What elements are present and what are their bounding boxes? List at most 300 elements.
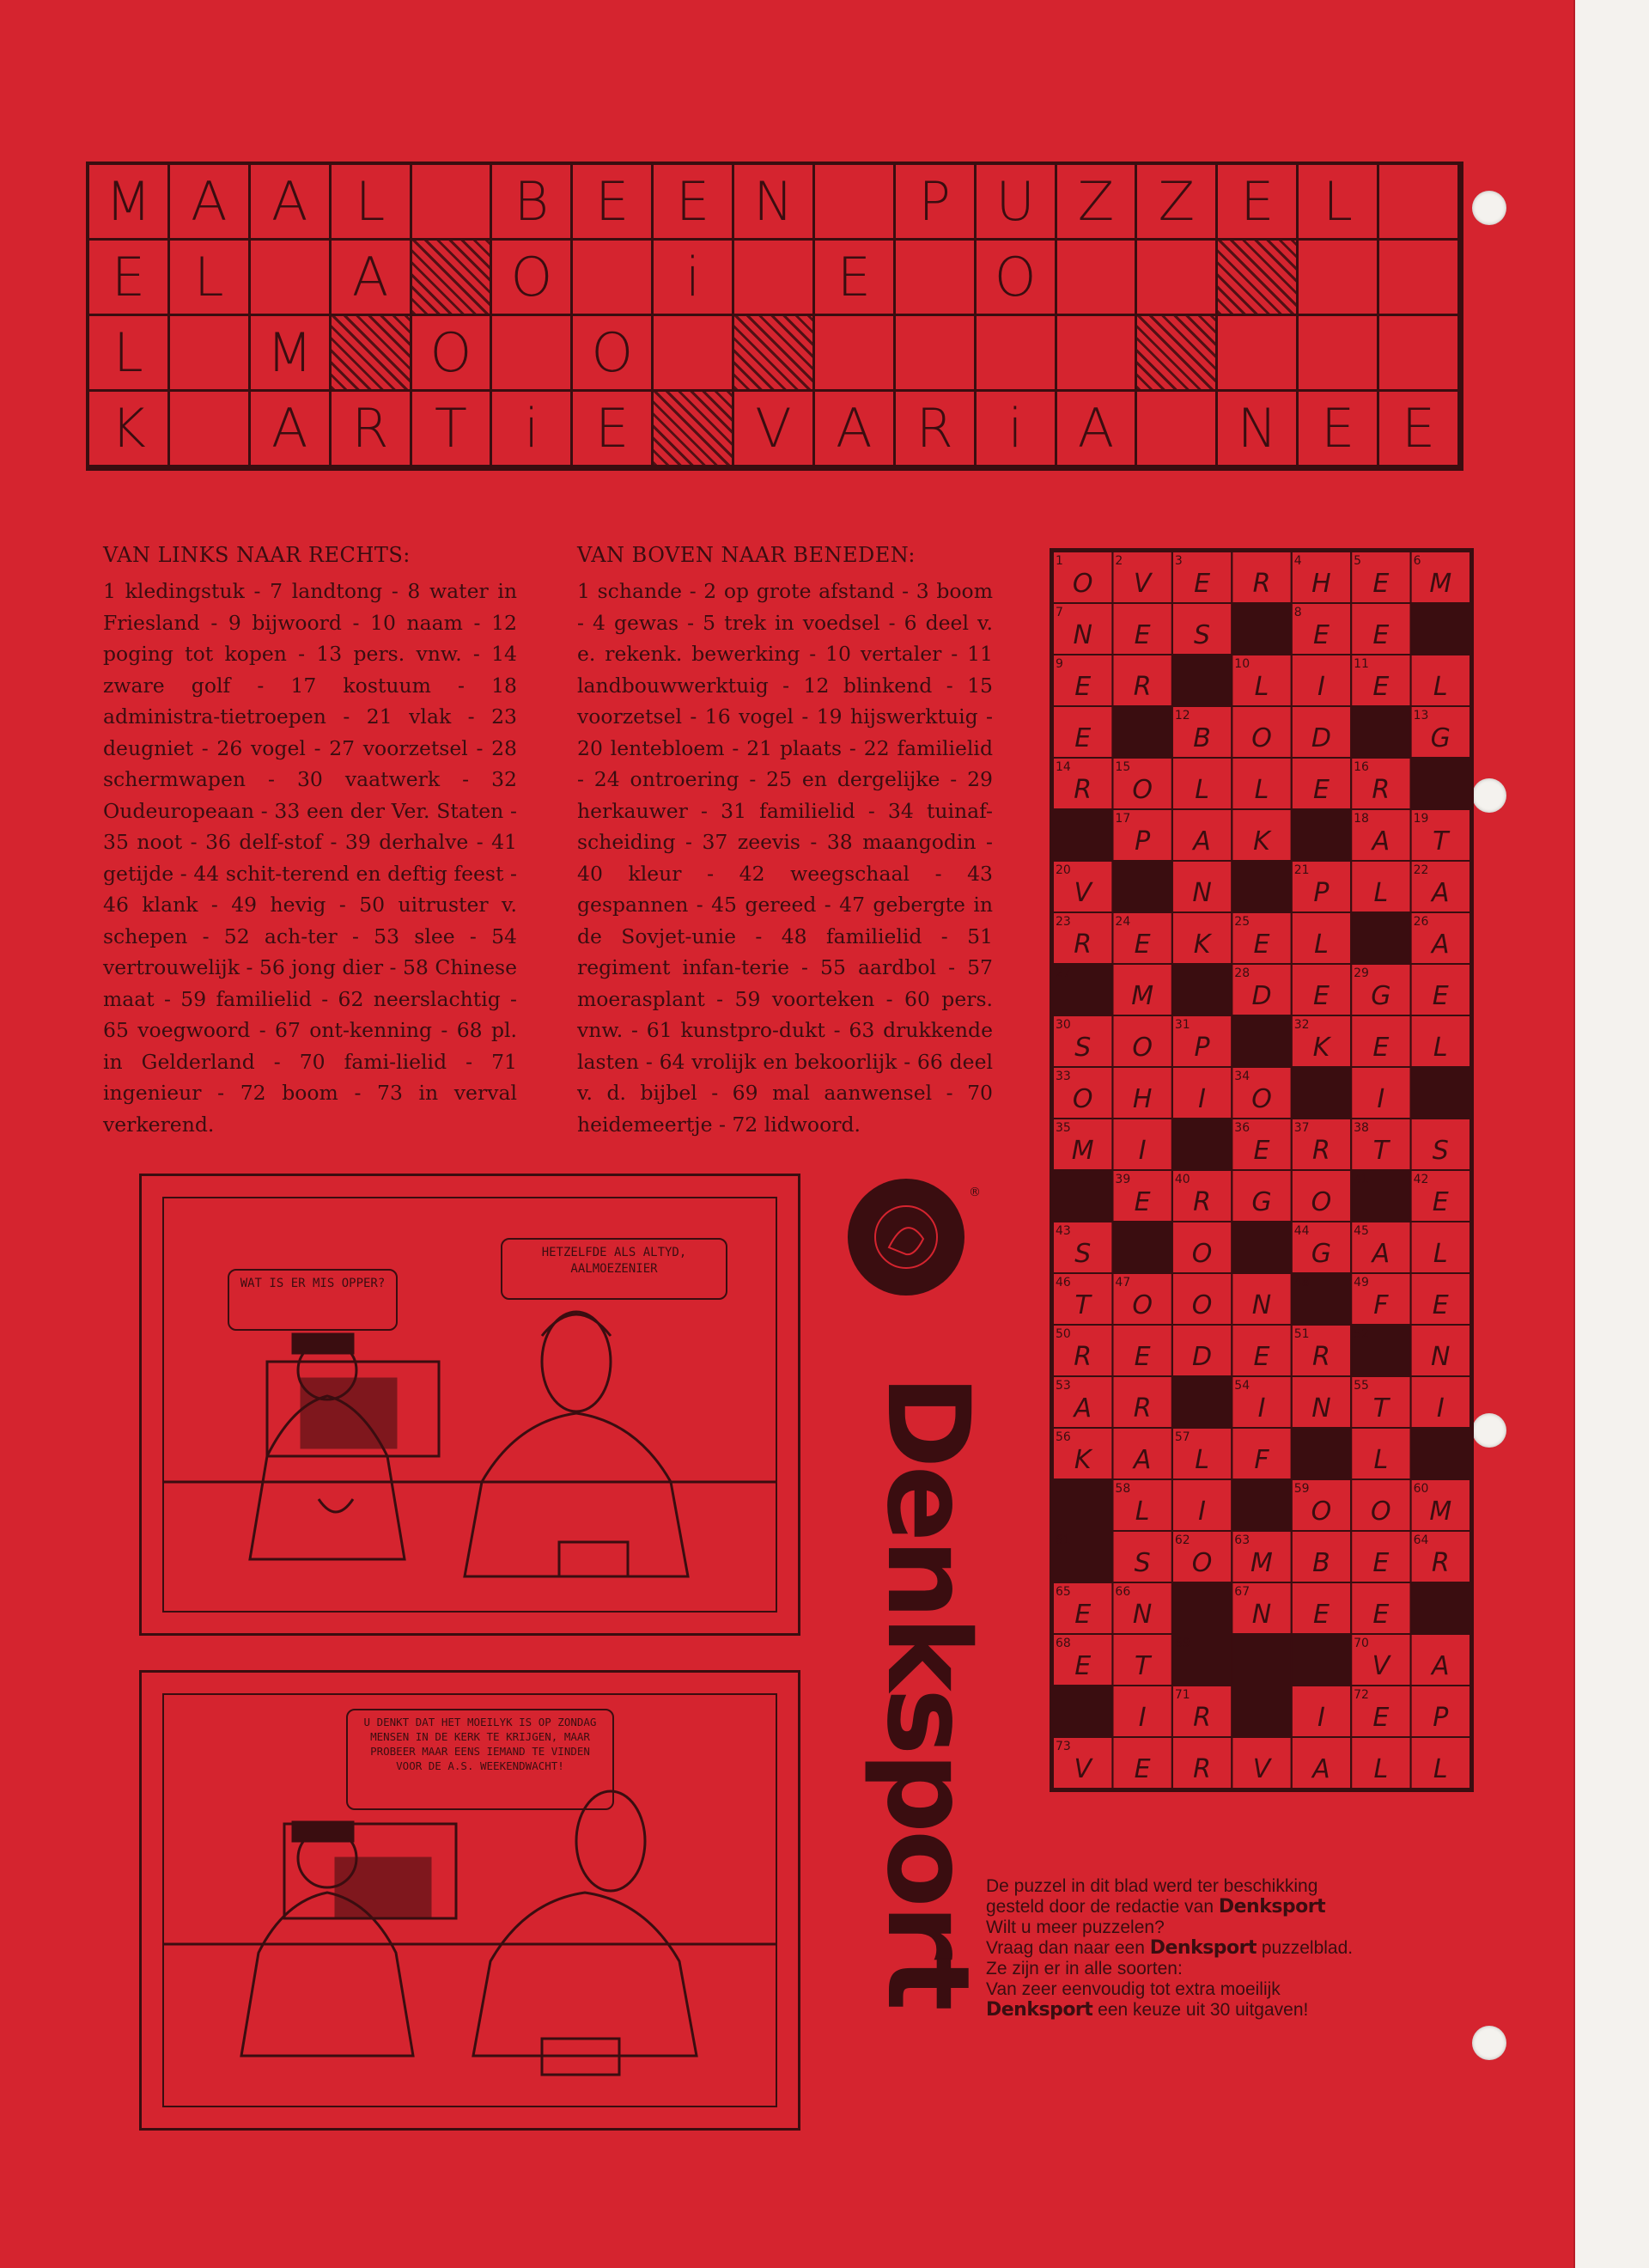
crossword-black-cell [1053, 809, 1112, 861]
banner-cell [896, 316, 977, 392]
crossword-black-cell [1112, 861, 1171, 912]
crossword-black-cell [1053, 1686, 1112, 1737]
banner-cell: A [251, 165, 332, 241]
crossword-svg [1053, 552, 1470, 1789]
crossword-black-cell [1232, 603, 1291, 655]
cartoon-frame [162, 1197, 777, 1613]
crossword-letter: E [1134, 1341, 1151, 1372]
crossword-letter: R [1133, 1393, 1152, 1424]
banner-cell [1299, 316, 1379, 392]
crossword-letter: G [1430, 722, 1451, 753]
crossword-clue-number: 40 [1174, 1173, 1190, 1186]
crossword-clue-number: 53 [1056, 1379, 1071, 1393]
crossword-letter: A [1432, 877, 1450, 908]
banner-cell [1379, 165, 1460, 241]
crossword-black-cell [1232, 1686, 1291, 1737]
crossword-letter: S [1134, 1547, 1151, 1578]
crossword-clue-number: 68 [1056, 1637, 1071, 1650]
crossword-clue-number: 28 [1234, 966, 1250, 980]
banner-cell: O [977, 241, 1057, 316]
banner-cell: O [412, 316, 493, 392]
crossword-black-cell [1172, 1582, 1232, 1634]
promo-text-part: gesteld door de redactie van [986, 1897, 1214, 1917]
crossword-letter: O [1072, 1083, 1093, 1114]
crossword-letter: R [1074, 1341, 1092, 1372]
crossword-letter: E [1312, 980, 1330, 1011]
crossword-clue-number: 62 [1174, 1533, 1190, 1547]
crossword-letter: O [1311, 1186, 1332, 1217]
banner-cell: E [654, 165, 734, 241]
banner-cell [1057, 316, 1138, 392]
crossword-clue-number: 52 [1354, 1327, 1369, 1341]
banner-cell: E [1379, 392, 1460, 467]
cartoon-frame [162, 1693, 777, 2107]
crossword-letter: E [1312, 1599, 1330, 1630]
crossword-clue-number: 64 [1413, 1533, 1429, 1547]
crossword-letter: I [1138, 1702, 1147, 1733]
crossword-clue-number: 23 [1056, 915, 1071, 929]
crossword-clue-number: 34 [1234, 1070, 1250, 1083]
crossword-clue-number: 51 [1293, 1327, 1310, 1341]
banner-cell: B [492, 165, 573, 241]
crossword-black-cell [1112, 706, 1171, 758]
crossword-letter: L [1433, 1753, 1448, 1784]
crossword-black-cell [1232, 1634, 1291, 1686]
crossword-letter: E [1432, 1289, 1449, 1320]
banner-cell: E [815, 241, 896, 316]
crossword-clue-number: 25 [1234, 915, 1250, 929]
crossword-letter: V [1372, 1650, 1390, 1681]
crossword-clue-number: 7 [1056, 606, 1063, 619]
crossword-clue-number: 2 [1115, 554, 1123, 568]
crossword-clue-number: 33 [1056, 1070, 1071, 1083]
crossword-clue-number: 8 [1293, 606, 1302, 619]
crossword-black-cell [1053, 1479, 1112, 1531]
crossword-clue-number: 18 [1354, 812, 1369, 826]
crossword-letter: E [1372, 1032, 1390, 1063]
crossword-black-cell [1172, 964, 1232, 1015]
crossword-letter: R [1193, 1702, 1212, 1733]
crossword-letter: E [1372, 671, 1390, 702]
crossword-letter: I [1436, 1393, 1445, 1424]
crossword-clue-number: 50 [1056, 1327, 1071, 1341]
banner-cell [654, 392, 734, 467]
promo-text [986, 1876, 1501, 2021]
crossword-black-cell [1172, 1376, 1232, 1428]
banner-cell: K [89, 392, 170, 467]
banner-cell: A [815, 392, 896, 467]
banner-cell: M [89, 165, 170, 241]
promo-text-part: puzzelblad. [1261, 1938, 1354, 1958]
crossword-clue-number: 70 [1354, 1637, 1369, 1650]
crossword-black-cell [1232, 861, 1291, 912]
crossword-letter: D [1192, 1341, 1213, 1372]
crossword-clue-number: 38 [1354, 1121, 1369, 1135]
crossword-letter: O [1132, 1289, 1153, 1320]
crossword-black-cell [1232, 1479, 1291, 1531]
crossword-clue-number: 37 [1293, 1121, 1310, 1135]
promo-line: Van zeer eenvoudig tot extra moeilijk [986, 1979, 1281, 1999]
crossword-clue-number: 42 [1413, 1173, 1429, 1186]
crossword-letter: R [1431, 1547, 1450, 1578]
promo-line: Ze zijn er in alle soorten: [986, 1959, 1183, 1978]
banner-cell [1137, 316, 1218, 392]
crossword-black-cell [1411, 1428, 1470, 1479]
crossword-black-cell [1411, 1067, 1470, 1119]
crossword-letter: E [1312, 619, 1330, 650]
crossword-clue-number: 35 [1056, 1121, 1071, 1135]
crossword-clue-number: 22 [1413, 863, 1429, 877]
crossword-clue-number: 16 [1354, 760, 1369, 774]
crossword-letter: E [1074, 1599, 1092, 1630]
crossword-black-cell [1351, 706, 1410, 758]
crossword-letter: B [1312, 1547, 1330, 1578]
crossword-clue-number: 65 [1056, 1585, 1071, 1599]
crossword-letter: F [1254, 1444, 1269, 1475]
registered-mark: ® [969, 1186, 981, 1199]
promo-brand: Denksport [1218, 1896, 1326, 1917]
promo-text-part: Vraag dan naar een [986, 1938, 1145, 1958]
banner-cell: O [492, 241, 573, 316]
banner-cell: R [332, 392, 412, 467]
crossword-letter: O [1191, 1547, 1213, 1578]
crossword-letter: N [1251, 1289, 1272, 1320]
crossword-black-cell [1292, 1634, 1351, 1686]
crossword-letter: N [1192, 877, 1212, 908]
crossword-black-cell [1411, 603, 1470, 655]
crossword-clue-number: 11 [1354, 657, 1369, 671]
crossword-letter: E [1253, 1341, 1270, 1372]
banner-cell: A [1057, 392, 1138, 467]
crossword-letter: P [1313, 877, 1330, 908]
crossword-letter: R [1311, 1341, 1330, 1372]
crossword-letter: O [1132, 1032, 1153, 1063]
crossword-grid [1050, 548, 1474, 1792]
crossword-clue-number: 60 [1413, 1482, 1429, 1496]
banner-cell: A [251, 392, 332, 467]
crossword-letter: E [1253, 1135, 1270, 1166]
crossword-letter: L [1195, 1444, 1209, 1475]
banner-cell: U [977, 165, 1057, 241]
crossword-letter: T [1372, 1393, 1390, 1424]
crossword-clue-number: 48 [1293, 1276, 1310, 1289]
crossword-clue-number: 20 [1056, 863, 1071, 877]
crossword-letter: M [1071, 1135, 1094, 1166]
banner-cell [1137, 241, 1218, 316]
crossword-clue-number: 13 [1413, 709, 1429, 722]
crossword-clue-number: 24 [1115, 915, 1131, 929]
banner-cell [573, 241, 654, 316]
promo-text-part: een keuze uit 30 uitgaven! [1098, 2000, 1309, 2020]
promo-line [986, 1938, 1501, 1959]
crossword-letter: L [1433, 1032, 1448, 1063]
promo-brand: Denksport [1149, 1937, 1257, 1959]
crossword-letter: E [1312, 774, 1330, 805]
banner-cell [412, 165, 493, 241]
crossword-letter: I [1317, 1702, 1325, 1733]
crossword-letter: L [1254, 774, 1269, 805]
crossword-clue-number: 21 [1293, 863, 1310, 877]
crossword-clue-number: 58 [1115, 1482, 1131, 1496]
crossword-letter: O [1251, 1083, 1272, 1114]
banner-cell [1137, 392, 1218, 467]
crossword-letter: R [1074, 774, 1092, 805]
seal-icon [848, 1179, 964, 1296]
banner-cell: T [412, 392, 493, 467]
crossword-letter: D [1311, 722, 1331, 753]
crossword-letter: R [1252, 568, 1271, 599]
crossword-letter: S [1074, 1032, 1092, 1063]
crossword-letter: P [1135, 826, 1151, 857]
crossword-clue-number: 14 [1056, 760, 1071, 774]
crossword-letter: L [1373, 1444, 1389, 1475]
crossword-clue-number: 59 [1293, 1482, 1310, 1496]
crossword-letter: E [1372, 619, 1390, 650]
denksport-seal-logo [848, 1179, 964, 1296]
banner-cell [1379, 316, 1460, 392]
banner-cell: O [573, 316, 654, 392]
crossword-clue-number: 6 [1413, 554, 1421, 568]
crossword-clue-number: 32 [1293, 1018, 1310, 1032]
banner-cell [815, 316, 896, 392]
crossword-clue-number: 30 [1056, 1018, 1071, 1032]
crossword-clue-number: 27 [1056, 966, 1071, 980]
banner-cell [1057, 241, 1138, 316]
crossword-clue-number: 17 [1115, 812, 1131, 826]
crossword-letter: A [1074, 1393, 1092, 1424]
crossword-letter: R [1133, 671, 1152, 702]
crossword-letter: R [1193, 1753, 1212, 1784]
binder-hole [1472, 1413, 1506, 1448]
banner-cell: L [1299, 165, 1379, 241]
crossword-letter: O [1132, 774, 1153, 805]
crossword-clue-number: 4 [1293, 554, 1302, 568]
title-banner-grid [86, 162, 1463, 471]
crossword-black-cell [1292, 1067, 1351, 1119]
banner-cell: E [573, 165, 654, 241]
crossword-clue-number: 5 [1354, 554, 1362, 568]
crossword-letter: F [1373, 1289, 1389, 1320]
banner-cell [1379, 241, 1460, 316]
crossword-letter: D [1251, 980, 1272, 1011]
crossword-letter: I [1257, 1393, 1266, 1424]
crossword-letter: H [1311, 568, 1331, 599]
crossword-letter: R [1311, 1135, 1330, 1166]
crossword-clue-number: 66 [1115, 1585, 1131, 1599]
crossword-black-cell [1292, 809, 1351, 861]
crossword-letter: E [1372, 1599, 1390, 1630]
cartoon-panel-1 [139, 1174, 800, 1636]
crossword-letter: L [1373, 877, 1389, 908]
crossword-letter: E [1074, 671, 1092, 702]
crossword-letter: A [1193, 826, 1211, 857]
banner-cell: i [977, 392, 1057, 467]
crossword-clue-number: 31 [1174, 1018, 1190, 1032]
crossword-clue-number: 43 [1056, 1224, 1071, 1238]
crossword-letter: N [1132, 1599, 1153, 1630]
crossword-clue-number: 1 [1056, 554, 1063, 568]
crossword-letter: A [1432, 929, 1450, 960]
banner-cell [170, 316, 251, 392]
crossword-letter: O [1191, 1289, 1213, 1320]
crossword-clue-number: 69 [1174, 1637, 1190, 1650]
crossword-letter: I [1317, 671, 1325, 702]
crossword-letter: P [1433, 1702, 1449, 1733]
banner-cell [734, 316, 815, 392]
promo-line [986, 2000, 1501, 2021]
crossword-letter: H [1132, 1083, 1153, 1114]
crossword-black-cell [1411, 1582, 1470, 1634]
crossword-letter: V [1133, 568, 1152, 599]
crossword-letter: L [1314, 929, 1329, 960]
crossword-letter: L [1433, 671, 1448, 702]
crossword-letter: E [1432, 980, 1449, 1011]
crossword-letter: A [1312, 1753, 1330, 1784]
denksport-vertical-brand: Denksport [861, 1375, 994, 2008]
crossword-letter: T [1074, 1289, 1091, 1320]
crossword-black-cell [1292, 1428, 1351, 1479]
cartoon-panel-2 [139, 1670, 800, 2131]
crossword-black-cell [1232, 1015, 1291, 1067]
crossword-letter: N [1251, 1599, 1272, 1630]
crossword-letter: S [1194, 619, 1211, 650]
banner-cell: M [251, 316, 332, 392]
crossword-letter: E [1074, 722, 1092, 753]
crossword-clue-number: 26 [1413, 915, 1429, 929]
banner-cell [1218, 241, 1299, 316]
crossword-letter: L [1135, 1496, 1150, 1527]
banner-cell: N [1218, 392, 1299, 467]
speech-bubble: U DENKT DAT HET MOEILYK IS OP ZONDAG MENSEN IN DE KERK TE KRIJGEN, MAAR PROBEER MAAR EENS IEMAND TE VINDEN VOOR DE A.S. WEEKENDWACHT! [346, 1709, 614, 1810]
crossword-letter: L [1254, 671, 1269, 702]
crossword-letter: R [1372, 774, 1390, 805]
crossword-letter: M [1429, 1496, 1452, 1527]
crossword-clue-number: 45 [1354, 1224, 1369, 1238]
crossword-clue-number: 67 [1234, 1585, 1250, 1599]
banner-cell [412, 241, 493, 316]
banner-cell: L [170, 241, 251, 316]
banner-cell [977, 316, 1057, 392]
crossword-clue-number: 71 [1174, 1688, 1190, 1702]
crossword-clue-number: 3 [1174, 554, 1183, 568]
crossword-letter: G [1311, 1238, 1332, 1269]
crossword-clue-number: 44 [1293, 1224, 1310, 1238]
crossword-letter: V [1252, 1753, 1271, 1784]
crossword-letter: P [1194, 1032, 1210, 1063]
crossword-letter: K [1074, 1444, 1092, 1475]
crossword-black-cell [1172, 655, 1232, 706]
binder-hole [1472, 778, 1506, 813]
crossword-clue-number: 72 [1354, 1688, 1369, 1702]
crossword-letter: M [1429, 568, 1452, 599]
crossword-black-cell [1351, 912, 1410, 964]
banner-cell [1218, 316, 1299, 392]
crossword-letter: E [1372, 1702, 1390, 1733]
banner-cell [251, 241, 332, 316]
banner-cell [332, 316, 412, 392]
banner-cell: E [1299, 392, 1379, 467]
crossword-clue-number: 49 [1354, 1276, 1369, 1289]
crossword-clue-number: 46 [1056, 1276, 1071, 1289]
crossword-letter: I [1198, 1496, 1207, 1527]
banner-cell: V [734, 392, 815, 467]
crossword-clue-number: 61 [1056, 1533, 1071, 1547]
speech-bubble-left: WAT IS ER MIS OPPER? [228, 1269, 398, 1331]
crossword-black-cell [1112, 1222, 1171, 1273]
banner-cell: E [1218, 165, 1299, 241]
crossword-letter: T [1134, 1650, 1151, 1681]
crossword-clue-number: 73 [1056, 1740, 1071, 1753]
banner-cell [492, 316, 573, 392]
crossword-letter: L [1433, 1238, 1448, 1269]
banner-cell: L [89, 316, 170, 392]
crossword-letter: V [1074, 877, 1092, 908]
crossword-letter: O [1251, 722, 1272, 753]
crossword-letter: B [1193, 722, 1211, 753]
crossword-letter: A [1372, 826, 1390, 857]
crossword-clue-number: 54 [1234, 1379, 1250, 1393]
crossword-letter: O [1072, 568, 1093, 599]
banner-cell: i [492, 392, 573, 467]
crossword-letter: O [1191, 1238, 1213, 1269]
promo-brand: Denksport [986, 1999, 1093, 2021]
crossword-clue-number: 63 [1234, 1533, 1250, 1547]
crossword-clue-number: 19 [1413, 812, 1429, 826]
crossword-letter: E [1134, 929, 1151, 960]
crossword-letter: A [1133, 1444, 1152, 1475]
crossword-letter: R [1193, 1186, 1212, 1217]
crossword-letter: O [1371, 1496, 1391, 1527]
crossword-clue-number: 41 [1354, 1173, 1369, 1186]
crossword-letter: L [1195, 774, 1209, 805]
crossword-letter: M [1131, 980, 1154, 1011]
crossword-letter: G [1251, 1186, 1272, 1217]
down-clues: 1 schande - 2 op grote afstand - 3 boom - 4 gewas - 5 trek in voedsel - 6 deel v. e. rekenk. bewerking - 10 vertaler - 11 landbouwwerktuig - 12 blinkend - 15 voorzetsel - 16 vogel - 19 hijswerktuig - 20 lentebloem - 21 plaats - 22 familielid - 24 ontroering - 25 en dergelijke - 29 herkauwer - 31 familielid - 34 tuinaf-scheiding - 37 zeevis - 38 maangodin - 40 kleur - 42 weegschaal - 43 gespannen - 45 gereed - 47 gebergte in de Sovjet-unie - 48 familielid - 51 regiment infan-terie - 55 aardbol - 57 moerasplant - 59 voorteken - 60 pers. vnw. - 61 kunstpro-dukt - 63 drukkende lasten - 64 vrolijk en bekoorlijk - 66 deel v. d. bijbel - 69 mal aanwensel - 70 heidemeertje - 72 lidwoord. [577, 579, 993, 1137]
crossword-letter: E [1134, 1753, 1151, 1784]
crossword-letter: I [1377, 1083, 1385, 1114]
crossword-letter: E [1372, 1547, 1390, 1578]
crossword-letter: E [1194, 568, 1211, 599]
crossword-letter: A [1372, 1238, 1390, 1269]
crossword-black-cell [1172, 1119, 1232, 1170]
across-heading: VAN LINKS NAAR RECHTS: [103, 543, 411, 567]
crossword-letter: V [1074, 1753, 1092, 1784]
banner-cell: E [89, 241, 170, 316]
speech-bubble-right: HETZELFDE ALS ALTYD, AALMOEZENIER [501, 1238, 727, 1300]
crossword-clue-number: 47 [1115, 1276, 1131, 1289]
crossword-clue-number: 56 [1056, 1430, 1071, 1444]
crossword-letter: A [1432, 1650, 1450, 1681]
banner-cell [815, 165, 896, 241]
banner-cell: N [734, 165, 815, 241]
banner-cell [734, 241, 815, 316]
crossword-letter: K [1193, 929, 1211, 960]
crossword-letter: T [1433, 826, 1449, 857]
binder-hole [1472, 191, 1506, 225]
crossword-clue-number: 29 [1354, 966, 1369, 980]
promo-line [986, 1897, 1501, 1917]
crossword-letter: O [1311, 1496, 1332, 1527]
crossword-letter: G [1371, 980, 1391, 1011]
crossword-letter: E [1432, 1186, 1449, 1217]
crossword-letter: E [1134, 619, 1151, 650]
banner-cell: L [332, 165, 412, 241]
crossword-clue-number: 9 [1056, 657, 1063, 671]
crossword-letter: M [1250, 1547, 1273, 1578]
banner-cell: Z [1137, 165, 1218, 241]
crossword-letter: S [1074, 1238, 1092, 1269]
crossword-clue-number: 55 [1354, 1379, 1369, 1393]
